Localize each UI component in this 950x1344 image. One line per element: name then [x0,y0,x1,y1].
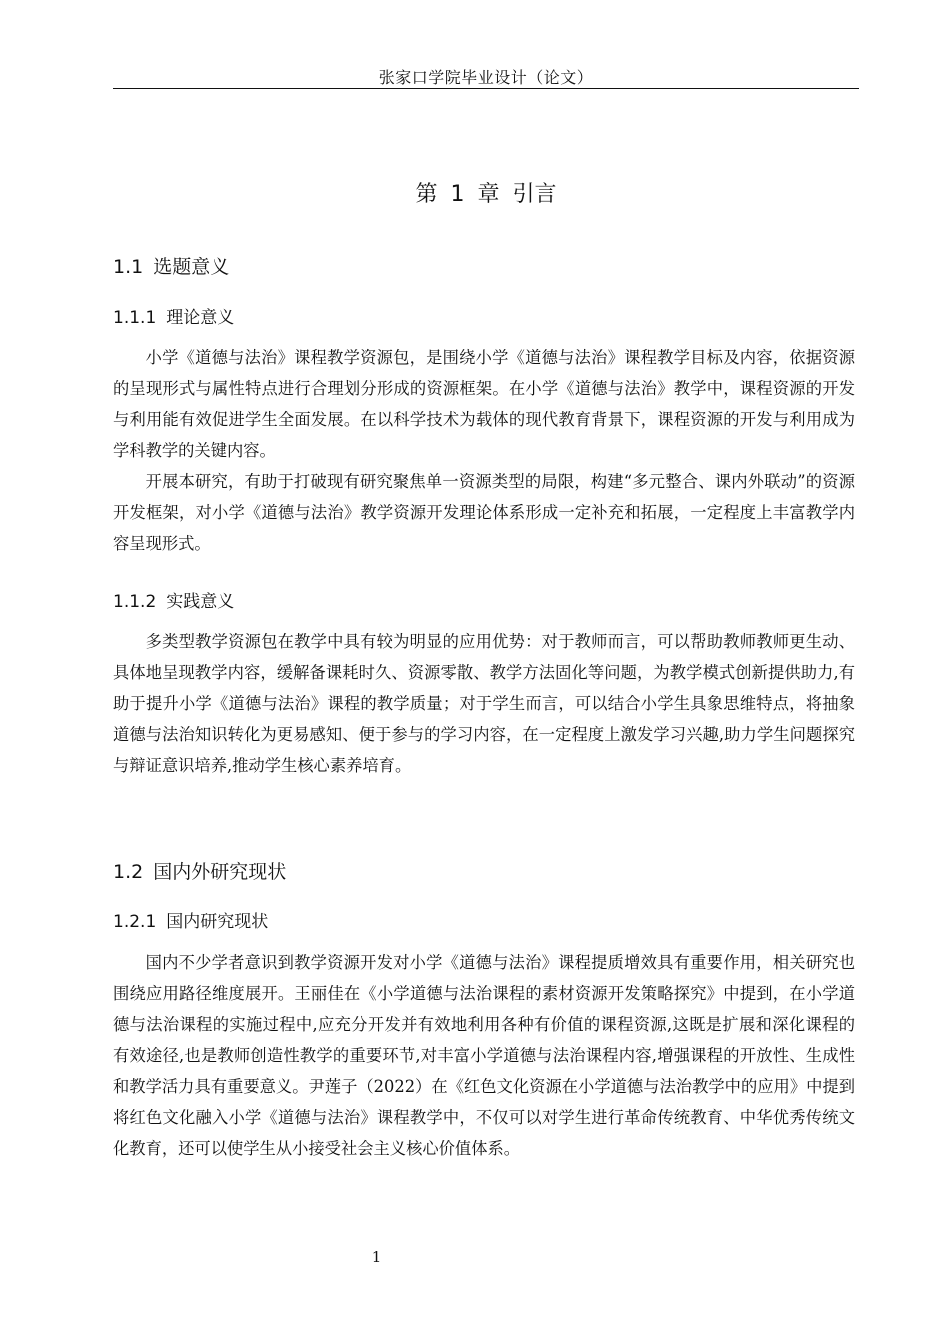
section-title: 国内外研究现状 [153,861,287,883]
page-number: 1 [371,1248,382,1266]
paragraph-domestic-research: 国内不少学者意识到教学资源开发对小学《道德与法治》课程提质增效具有重要作用，相关研究也围绕应用路径维度展开。王丽佳在《小学道德与法治课程的素材资源开发策略探究》中提到，在小学道德与法治课程的实施过程中,应充分开发并有效地利用各种有价值的课程资源,这既是扩展和深化课程的有效途径,也是教师创造性教学的重要环节,对丰富小学道德与法治课程内容,增强课程的开放性、生成性和教学活力具有重要意义。尹莲子（2022）在《红色文化资源在小学道德与法治教学中的应用》中提到将红色文化融入小学《道德与法治》课程教学中，不仅可以对学生进行革命传统教育、中华优秀传统文化教育，还可以使学生从小接受社会主义核心价值体系。 [113,953,855,1158]
subsection-number: 1.1.1 [113,308,157,328]
subsection-heading-1-1-1 [113,306,234,330]
subsection-title: 实践意义 [166,592,235,612]
chapter-title: 第 1 章 引言 [415,182,557,207]
paragraph-theory-1: 小学《道德与法治》课程教学资源包，是围绕小学《道德与法治》课程教学目标及内容，依据资源的呈现形式与属性特点进行合理划分形成的资源框架。在小学《道德与法治》教学中，课程资源的开发与利用能有效促进学生全面发展。在以科学技术为载体的现代教育背景下，课程资源的开发与利用成为学科教学的关键内容。 [113,348,855,460]
subsection-number: 1.1.2 [113,592,157,612]
section-heading-1-1 [113,254,229,280]
subsection-heading-1-2-1 [113,910,268,934]
section-heading-1-2 [113,859,286,885]
subsection-number: 1.2.1 [113,912,157,932]
header-rule [113,88,859,89]
running-header: 张家口学院毕业设计（论文） [378,68,594,87]
section-title: 选题意义 [153,256,230,278]
subsection-title: 国内研究现状 [166,912,269,932]
paragraph-theory-2: 开展本研究，有助于打破现有研究聚焦单一资源类型的局限，构建“多元整合、课内外联动”的资源开发框架，对小学《道德与法治》教学资源开发理论体系形成一定补充和拓展，一定程度上丰富教学内容呈现形式。 [113,472,855,553]
section-number: 1.2 [113,861,144,883]
subsection-heading-1-1-2 [113,590,234,614]
paragraph-practice: 多类型教学资源包在教学中具有较为明显的应用优势：对于教师而言，可以帮助教师教师更生动、具体地呈现教学内容，缓解备课耗时久、资源零散、教学方法固化等问题，为教学模式创新提供助力,有助于提升小学《道德与法治》课程的教学质量；对于学生而言，可以结合小学生具象思维特点，将抽象道德与法治知识转化为更易感知、便于参与的学习内容，在一定程度上激发学习兴趣,助力学生问题探究与辩证意识培养,推动学生核心素养培育。 [113,632,855,775]
subsection-title: 理论意义 [166,308,235,328]
section-number: 1.1 [113,256,144,278]
